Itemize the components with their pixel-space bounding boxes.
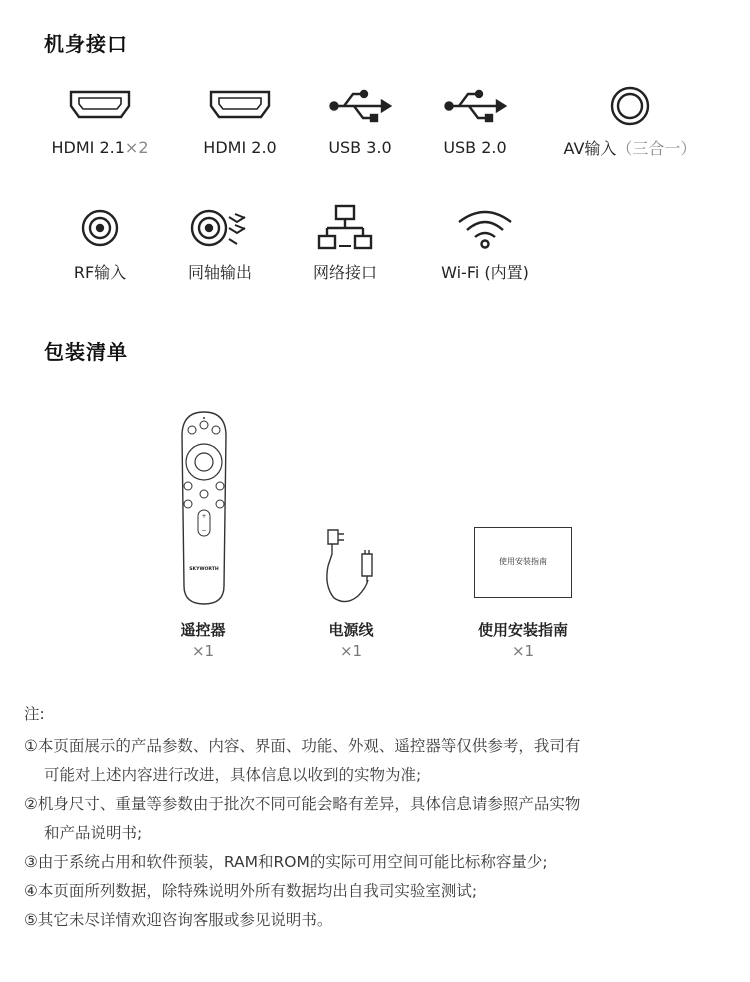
package-item-name: 使用安装指南 — [477, 621, 568, 639]
hdmi-port-icon — [68, 86, 132, 122]
package-section-title: 包装清单 — [44, 340, 128, 364]
note-line: ④本页面所列数据，除特殊说明外所有数据均出自我司实验室测试; — [24, 882, 478, 900]
port-av-input — [555, 84, 705, 159]
note-line: 和产品说明书; — [44, 824, 143, 842]
port-label: HDMI 2.1 — [51, 138, 125, 157]
package-item-manual — [448, 619, 598, 660]
hdmi-port-icon — [208, 86, 272, 122]
port-label: AV输入 — [563, 139, 617, 158]
svg-text:+: + — [201, 513, 207, 520]
network-port-icon — [317, 204, 373, 252]
note-line: ②机身尺寸、重量等参数由于批次不同可能会略有差异，具体信息请参照产品实物 — [24, 795, 581, 813]
manual-cover-text: 使用安装指南 — [499, 557, 547, 566]
port-label: HDMI 2.0 — [203, 138, 277, 157]
package-item-name: 遥控器 — [180, 621, 226, 639]
port-count: ×2 — [124, 138, 149, 157]
note-line: ①本页面展示的产品参数、内容、界面、功能、外观、遥控器等仅供参考，我司有 — [24, 737, 581, 755]
port-label: 同轴输出 — [187, 263, 252, 282]
port-label: USB 3.0 — [328, 138, 392, 157]
package-item-qty: ×1 — [339, 642, 363, 660]
port-label: USB 2.0 — [443, 138, 507, 157]
package-item-qty: ×1 — [191, 642, 215, 660]
package-item-power-cable — [276, 619, 426, 660]
remote-control-icon — [176, 408, 232, 608]
port-label: 网络接口 — [312, 263, 377, 282]
port-label: Wi-Fi (内置) — [441, 263, 529, 282]
notes-section — [24, 700, 724, 935]
port-rf-input — [35, 206, 165, 283]
package-item-remote — [128, 619, 278, 660]
port-hdmi-2-1 — [35, 86, 165, 157]
port-wifi — [420, 206, 550, 283]
note-line: ⑤其它未尽详情欢迎咨询客服或参见说明书。 — [24, 911, 333, 929]
port-note: （三合一） — [616, 139, 697, 158]
port-coaxial-output — [155, 206, 285, 283]
wifi-icon — [455, 206, 515, 250]
note-line: ③由于系统占用和软件预装，RAM和ROM的实际可用空间可能比标称容量少; — [24, 853, 548, 871]
port-usb-2-0 — [410, 88, 540, 157]
port-usb-3-0 — [295, 88, 425, 157]
av-port-icon — [608, 84, 652, 128]
package-item-qty: ×1 — [511, 642, 535, 660]
manual-booklet-icon — [474, 527, 572, 598]
notes-heading: 注: — [24, 705, 45, 723]
svg-text:−: − — [201, 527, 207, 534]
usb-icon — [326, 88, 394, 124]
port-network — [280, 204, 410, 283]
rf-port-icon — [78, 206, 122, 250]
coaxial-output-icon — [187, 206, 253, 250]
port-label: RF输入 — [73, 263, 127, 282]
usb-icon — [441, 88, 509, 124]
remote-brand-text: SKYWORTH — [189, 567, 219, 572]
package-item-name: 电源线 — [328, 621, 374, 639]
power-cable-icon — [312, 526, 382, 608]
port-hdmi-2-0 — [175, 86, 305, 157]
interfaces-section-title: 机身接口 — [44, 32, 128, 56]
note-line: 可能对上述内容进行改进，具体信息以收到的实物为准; — [44, 766, 422, 784]
